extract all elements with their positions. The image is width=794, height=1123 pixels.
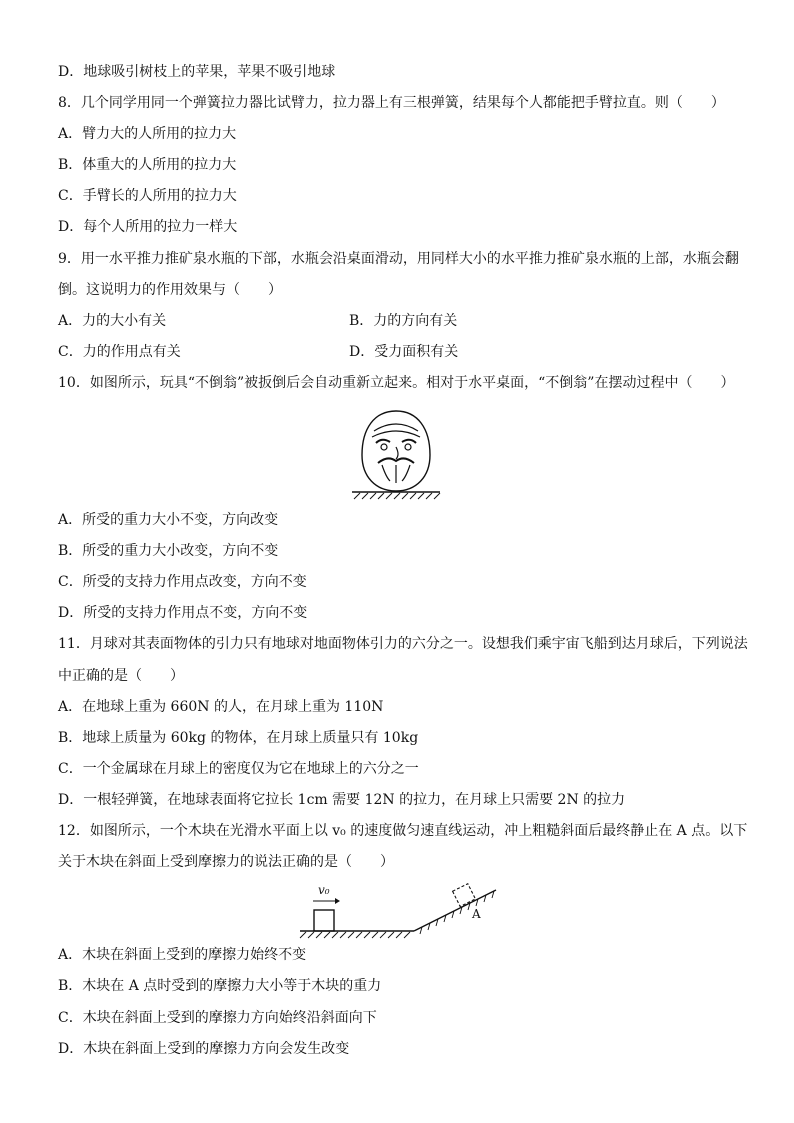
- q12-option-b: B．木块在 A 点时受到的摩擦力大小等于木块的重力: [58, 978, 382, 994]
- q11-option-c: C．一个金属球在月球上的密度仅为它在地球上的六分之一: [58, 761, 419, 777]
- q9-option-a: A．力的大小有关: [58, 313, 167, 329]
- q10-option-d: D．所受的支持力作用点不变，方向不变: [58, 605, 308, 621]
- q9-option-d: D．受力面积有关: [349, 344, 459, 360]
- q8-option-c: C．手臂长的人所用的拉力大: [58, 188, 237, 204]
- q8-option-a: A．臂力大的人所用的拉力大: [58, 126, 237, 142]
- q11-stem-line2: 中正确的是（ ）: [58, 668, 184, 684]
- q10-option-b: B．所受的重力大小改变，方向不变: [58, 543, 279, 559]
- q8-option-d: D．每个人所用的拉力一样大: [58, 219, 238, 235]
- point-a-label: A: [472, 907, 481, 921]
- velocity-label: v₀: [318, 883, 330, 897]
- velocity-arrow: [313, 898, 340, 904]
- q12-option-a: A．木块在斜面上受到的摩擦力始终不变: [58, 947, 307, 963]
- q12-option-c: C．木块在斜面上受到的摩擦力方向始终沿斜面向下: [58, 1010, 377, 1026]
- q11-option-a: A．在地球上重为 660N 的人，在月球上重为 110N: [58, 699, 384, 715]
- q11-option-b: B．地球上质量为 60kg 的物体，在月球上质量只有 10kg: [58, 730, 419, 746]
- q11-stem-line1: 11．月球对其表面物体的引力只有地球对地面物体引力的六分之一。设想我们乘宇宙飞船到达月球后，下列说法: [58, 636, 748, 652]
- q9-option-c: C．力的作用点有关: [58, 344, 181, 360]
- tumbler-figure: [348, 405, 444, 501]
- q12-stem-line1: 12．如图所示，一个木块在光滑水平面上以 v₀ 的速度做匀速直线运动，冲上粗糙斜面后最终静止在 A 点。以下: [58, 823, 748, 839]
- q8-stem: 8．几个同学用同一个弹簧拉力器比试臂力，拉力器上有三根弹簧，结果每个人都能把手臂拉直。则（ ）: [58, 95, 725, 111]
- q8-option-b: B．体重大的人所用的拉力大: [58, 157, 237, 173]
- q7-option-d: D．地球吸引树枝上的苹果，苹果不吸引地球: [58, 64, 336, 80]
- q12-option-d: D．木块在斜面上受到的摩擦力方向会发生改变: [58, 1041, 350, 1057]
- block-at-a: [453, 884, 476, 907]
- q11-option-d: D．一根轻弹簧，在地球表面将它拉长 1cm 需要 12N 的拉力，在月球上只需要 2N 的拉力: [58, 792, 626, 808]
- incline-figure: [296, 878, 502, 942]
- q9-stem-line2: 倒。这说明力的作用效果与（ ）: [58, 282, 282, 298]
- q9-stem-line1: 9．用一水平推力推矿泉水瓶的下部，水瓶会沿桌面滑动，用同样大小的水平推力推矿泉水瓶的上部，水瓶会翻: [58, 251, 739, 267]
- q10-option-c: C．所受的支持力作用点改变，方向不变: [58, 574, 307, 590]
- q12-stem-line2: 关于木块在斜面上受到摩擦力的说法正确的是（ ）: [58, 854, 394, 870]
- block: [314, 910, 334, 931]
- q10-option-a: A．所受的重力大小不变，方向改变: [58, 512, 279, 528]
- q9-option-b: B．力的方向有关: [349, 313, 458, 329]
- q10-stem: 10．如图所示，玩具“不倒翁”被扳倒后会自动重新立起来。相对于水平桌面，“不倒翁”在摆动过程中（ ）: [58, 375, 735, 391]
